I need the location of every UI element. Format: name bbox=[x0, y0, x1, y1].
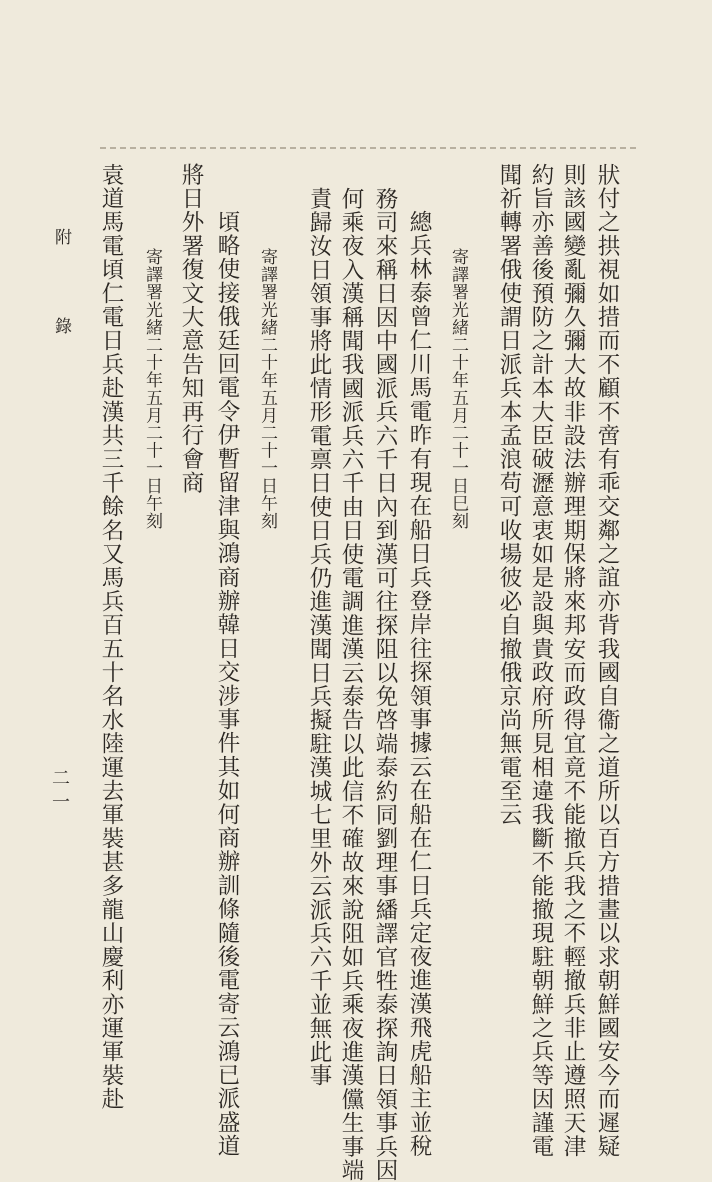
text-column-2: 則該國變亂彌久彌大故非設法辦理期保將來邦安而政得宜竟不能撤兵我之不輕撤兵非止遵照天津 bbox=[560, 163, 586, 1159]
text-column-6: 務司來稱日因中國派兵六千日內到漢可往探阻以免啓端泰約同劉理事繙譯官牲泰探詢日領事兵因 bbox=[372, 187, 398, 1182]
section-heading-1: 寄譯署光緒二十年五月二十一日巳刻 bbox=[448, 248, 468, 530]
margin-title: 附 錄 bbox=[51, 228, 71, 360]
section-heading-2: 寄譯署光緒二十年五月二十一日午刻 bbox=[257, 248, 277, 530]
text-column-9: 頃略使接俄廷回電令伊暫留津與鴻商辦韓日交涉事件其如何商辦訓條隨後電寄云鴻已派盛道 bbox=[214, 210, 240, 1158]
text-column-1: 狀付之拱視如措而不顧不啻有乖交鄰之誼亦背我國自衞之道所以百方措畫以求朝鮮國安今而遲疑 bbox=[594, 163, 620, 1159]
text-column-5: 總兵林泰曾仁川馬電昨有現在船日兵登岸往探領事據云在船在仁日兵定夜進漢飛虎船主並稅 bbox=[406, 210, 432, 1158]
top-divider bbox=[100, 147, 636, 149]
page-number: 二一 bbox=[49, 768, 70, 816]
text-column-3: 約旨亦善後預防之計本大臣破瀝意衷如是設與貴政府所見相違我斷不能撤現駐朝鮮之兵等因謹電 bbox=[528, 163, 554, 1159]
text-column-4: 聞祈轉署俄使謂日派兵本孟浪苟可收場彼必自撤俄京尚無電至云 bbox=[496, 163, 522, 827]
section-heading-3: 寄譯署光緒二十年五月二十一日午刻 bbox=[142, 248, 162, 530]
text-column-11: 袁道馬電頃仁電日兵赴漢共三千餘名又馬兵百五十名水陸運去軍裝甚多龍山慶利亦運軍裝赴 bbox=[98, 163, 124, 1111]
text-column-10: 將日外署復文大意告知再行會商 bbox=[178, 163, 204, 495]
text-column-8: 責歸汝日領事將此情形電禀日使日兵仍進漢聞日兵擬駐漢城七里外云派兵六千並無此事 bbox=[306, 187, 332, 1088]
text-column-7: 何乘夜入漢稱聞我國派兵六千由日使電調進漢云泰告以此信不確故來說阻如兵乘夜進漢儻生事端 bbox=[338, 187, 364, 1182]
